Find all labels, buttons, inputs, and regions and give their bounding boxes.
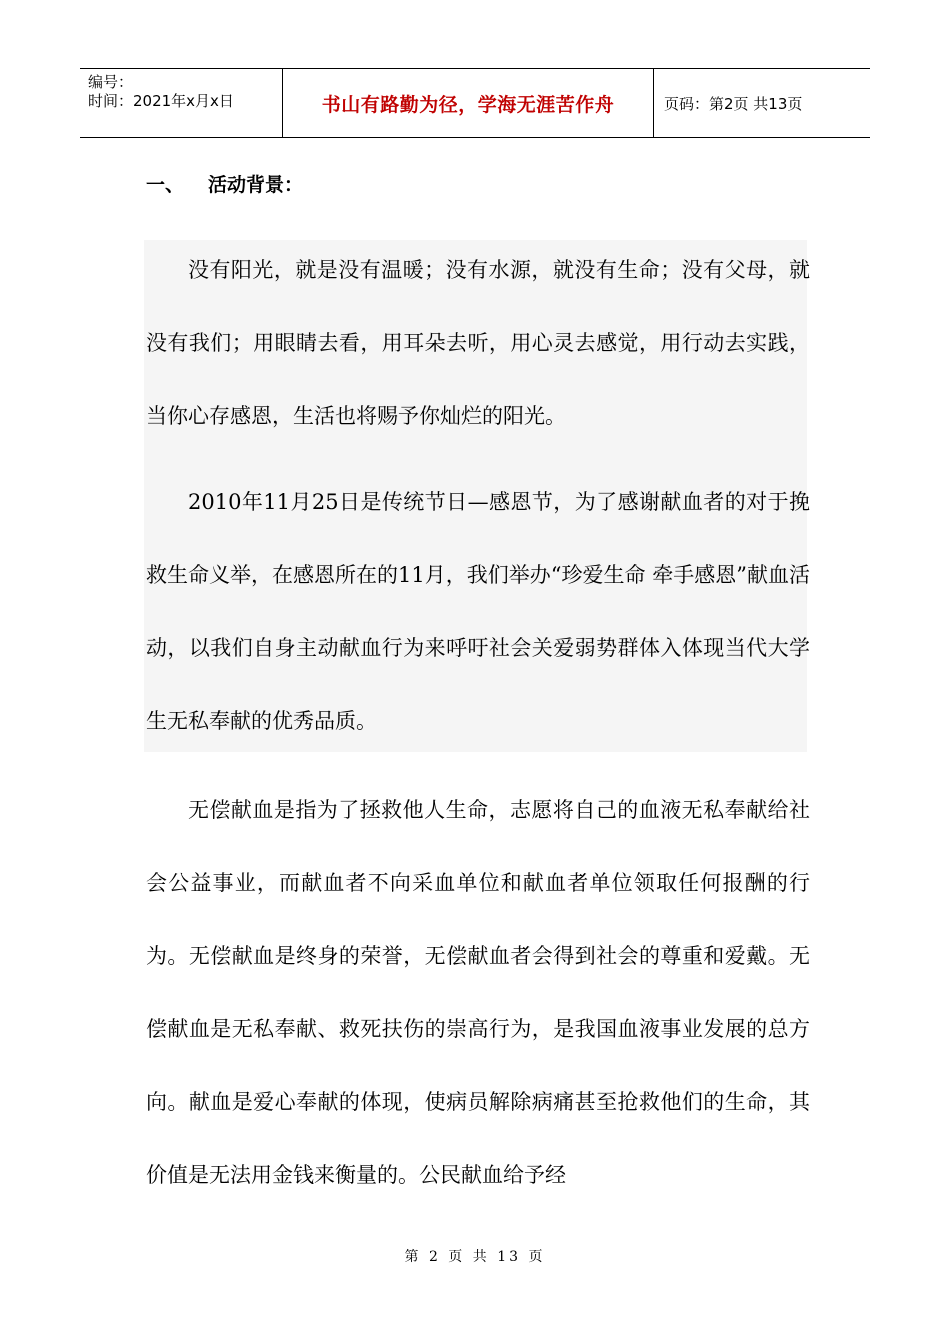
number-label: 编号： xyxy=(88,73,134,91)
section-heading xyxy=(146,170,303,197)
header-page-info: 页码：第2页 共13页 xyxy=(664,94,803,113)
header-meta xyxy=(80,69,282,137)
paragraph-2 xyxy=(146,466,810,758)
paragraph-3 xyxy=(146,774,810,1212)
page-footer: 第 2 页 共 13 页 xyxy=(404,1249,546,1265)
section-title: 活动背景： xyxy=(208,174,304,196)
paragraph-text: 2010年11月25日是传统节日—感恩节，为了感谢献血者的对于挽救生命义举，在感恩所在的11月，我们举办“珍爱生命 牵手感恩”献血活动，以我们自身主动献血行为来呼吁社会关爱弱势群体入体现当代大学生无私奉献的优秀品质。 xyxy=(146,490,810,733)
page-header xyxy=(80,68,870,138)
section-number: 一、 xyxy=(146,174,185,196)
paragraph-text: 无偿献血是指为了拯救他人生命，志愿将自己的血液无私奉献给社会公益事业，而献血者不向采血单位和献血者单位领取任何报酬的行为。无偿献血是终身的荣誉，无偿献血者会得到社会的尊重和爱戴。无偿献血是无私奉献、救死扶伤的崇高行为，是我国血液事业发展的总方向。献血是爱心奉献的体现，使病员解除病痛甚至抢救他们的生命，其价值是无法用金钱来衡量的。公民献血给予经 xyxy=(146,798,810,1187)
paragraph-1 xyxy=(146,234,810,453)
time-label: 时间：2021年x月x日 xyxy=(88,92,234,110)
paragraph-text: 没有阳光，就是没有温暖；没有水源，就没有生命；没有父母，就没有我们；用眼睛去看，用耳朵去听，用心灵去感觉，用行动去实践，当你心存感恩，生活也将赐予你灿烂的阳光。 xyxy=(146,258,810,428)
header-motto: 书山有路勤为径，学海无涯苦作舟 xyxy=(321,93,615,116)
header-motto-cell xyxy=(282,69,654,137)
